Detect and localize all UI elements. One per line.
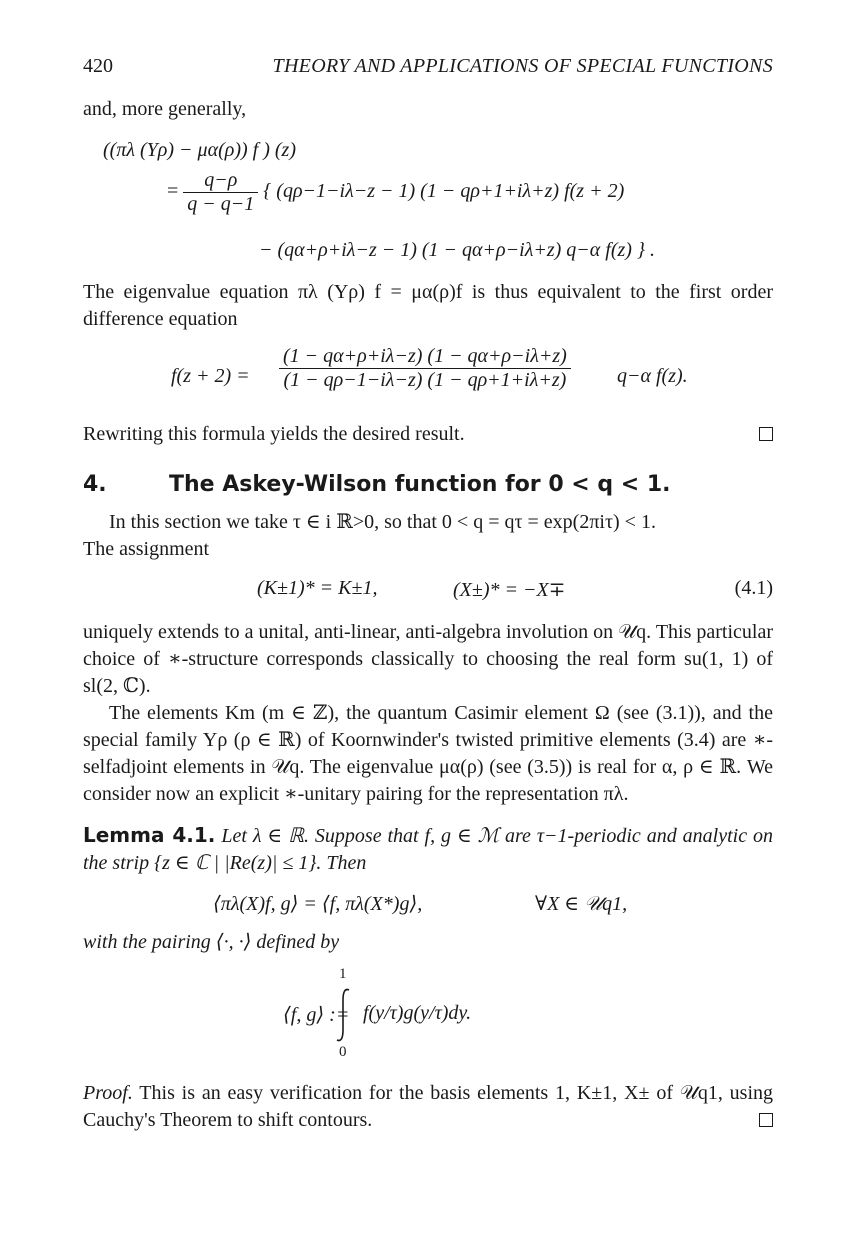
proof-label: Proof. (83, 1082, 133, 1104)
eq1-fraction (183, 169, 258, 216)
paragraph-assignment: The assignment (83, 538, 210, 560)
section-heading (83, 472, 773, 497)
page (83, 48, 773, 1134)
proof-qed-symbol (759, 1113, 773, 1127)
equation-2 (83, 341, 773, 415)
eq3-number: (4.1) (734, 577, 773, 599)
qed-symbol (759, 427, 773, 441)
paragraph-eigenvalue: The eigenvalue equation πλ (Yρ) f = μα(ρ)f is thus equivalent to the first order difference equation (83, 281, 773, 330)
lemma-text: Let λ ∈ ℝ. Suppose that f, g ∈ ℳ are τ−1-periodic and analytic on the strip {z ∈ ℂ | |Re(z)| ≤ 1}. Then (83, 825, 773, 874)
section-number: 4. (83, 472, 107, 497)
eq2-den: (1 − qρ−1−iλ−z) (1 − qρ+1+iλ+z) (283, 369, 567, 391)
integral-lower-limit: 0 (339, 1044, 347, 1060)
eq3-right: (X±)* = −X∓ (453, 579, 566, 601)
eq1-line2: = $\frac{q-\rho}{q - q-1}$ { (qρ−1−iλ−z − 1) (1 − qρ+1+iλ+z) f(z + 2) (167, 169, 625, 215)
eq3-left: (K±1)* = K±1, (257, 577, 378, 599)
eq1-line3: − (qα+ρ+iλ−z − 1) (1 − qα+ρ−iλ+z) q−α f(z) } . (259, 239, 655, 261)
equation-pairing-identity (83, 885, 773, 925)
eq1-line2-rest: { (qρ−1−iλ−z − 1) (1 − qρ+1+iλ+z) f(z + 2) (263, 180, 625, 203)
paragraph-involution: uniquely extends to a unital, anti-linear, anti-algebra involution on 𝒰q. This particular choice of ∗-structure corresponds classically to choosing the real form su(1, 1) of sl(2, ℂ). (83, 621, 773, 697)
eq1-frac-den: q − q−1 (187, 193, 255, 215)
equation-1 (83, 139, 773, 279)
equation-4-1 (83, 571, 773, 611)
eq5-lhs: ⟨f, g⟩ := (283, 1004, 350, 1026)
running-title: THEORY AND APPLICATIONS OF SPECIAL FUNCTIONS (272, 55, 773, 77)
paragraph-rewriting (83, 421, 773, 448)
running-header (83, 48, 773, 78)
eq2-fraction (279, 345, 571, 392)
rewriting-text: Rewriting this formula yields the desired result. (83, 423, 465, 445)
lemma-4-1 (83, 822, 773, 877)
integral-upper-limit: 1 (339, 966, 347, 982)
eq2-rhs: q−α f(z). (617, 365, 688, 387)
paragraph-elements: The elements Km (m ∈ ℤ), the quantum Casimir element Ω (see (3.1)), and the special family Yρ (ρ ∈ ℝ) of Koornwinder's twisted primitive elements (3.4) are ∗-selfadjoint elements in 𝒰q. The eigenvalue μα(ρ) (see (3.5)) is real for α, ρ ∈ ℝ. We consider now an explicit ∗-unitary pairing for the representation πλ. (83, 702, 773, 805)
eq1-lhs: ((πλ (Yρ) − μα(ρ)) f ) (z) (103, 139, 296, 161)
integral-sign-icon (333, 986, 355, 1044)
intro-text: and, more generally, (83, 98, 247, 120)
equation-integral (83, 962, 773, 1066)
eq4-right: ∀X ∈ 𝒰q1, (535, 893, 628, 915)
section-title: The Askey-Wilson function for 0 < q < 1. (169, 472, 671, 497)
page-number: 420 (83, 55, 113, 77)
eq2-num: (1 − qα+ρ+iλ−z) (1 − qα+ρ−iλ+z) (279, 345, 571, 369)
eq2-lhs: f(z + 2) = (171, 365, 250, 387)
eq4-left: ⟨πλ(X)f, g⟩ = ⟨f, πλ(X*)g⟩, (213, 893, 423, 915)
eq1-frac-num: q−ρ (183, 169, 258, 193)
proof-text: This is an easy verification for the basis elements 1, K±1, X± of 𝒰q1, using Cauchy's Theorem to shift contours. (83, 1082, 773, 1131)
pairing-text: with the pairing ⟨·, ·⟩ defined by (83, 931, 340, 953)
paragraph-section-intro: In this section we take τ ∈ i ℝ>0, so that 0 < q = qτ = exp(2πiτ) < 1. (109, 511, 656, 533)
eq5-integrand: f(y/τ)g(y/τ)dy. (363, 1002, 472, 1024)
proof (83, 1080, 773, 1134)
lemma-label: Lemma 4.1. (83, 823, 216, 847)
